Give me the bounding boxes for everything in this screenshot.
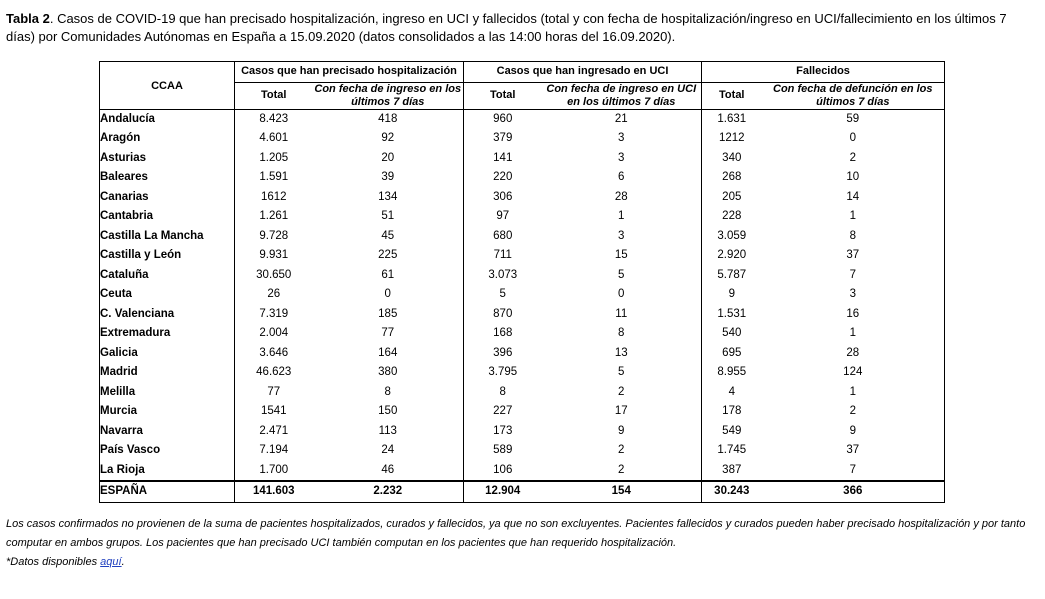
value-cell: 418	[378, 112, 398, 125]
value-cell: 20	[381, 151, 395, 164]
value-cell: 379	[464, 129, 542, 149]
subheader-uci-total: Total	[464, 82, 542, 109]
table-row	[100, 168, 945, 188]
value-cell: 2	[618, 444, 625, 456]
value-cell: 9	[618, 424, 625, 437]
value-cell: 46.623	[235, 363, 313, 383]
value-cell: 2.920	[702, 246, 762, 266]
total-row	[100, 481, 945, 503]
value-cell: 97	[464, 207, 542, 227]
table-caption	[6, 10, 1036, 46]
value-cell: 549	[702, 422, 762, 442]
table-row	[100, 285, 945, 305]
data-link[interactable]: aquí	[100, 556, 122, 568]
value-cell: 11	[615, 307, 628, 320]
subheader-fall-total: Total	[702, 82, 762, 109]
value-cell: 30.650	[235, 266, 313, 286]
table-row	[100, 383, 945, 403]
value-cell: 205	[702, 188, 762, 208]
value-cell: 306	[464, 188, 542, 208]
value-cell: 7.319	[235, 305, 313, 325]
value-cell: 2	[849, 405, 856, 417]
value-cell: 39	[381, 171, 395, 183]
value-cell: 28	[846, 346, 860, 359]
value-cell: 5	[618, 366, 625, 378]
value-cell: 695	[702, 344, 762, 364]
value-cell: 141	[464, 149, 542, 169]
ccaa-cell: Melilla	[100, 385, 136, 398]
value-cell: 164	[378, 346, 398, 359]
subheader-hosp-total: Total	[235, 82, 313, 109]
table-row	[100, 149, 945, 169]
value-cell: 9	[849, 424, 856, 437]
ccaa-cell: Castilla y León	[100, 249, 182, 261]
value-cell: 24	[381, 444, 395, 456]
value-cell: 14	[846, 190, 860, 203]
value-cell: 2	[618, 463, 625, 476]
table-row	[100, 363, 945, 383]
value-cell: 16	[846, 307, 860, 320]
value-cell: 228	[702, 207, 762, 227]
table-row	[100, 266, 945, 286]
ccaa-cell: Extremadura	[100, 327, 171, 339]
subheader-fall-7d: Con fecha de defunción en los últimos 7 días	[762, 82, 945, 109]
value-cell: 37	[846, 249, 860, 261]
value-cell: 2.232	[313, 481, 464, 503]
value-cell: 8.955	[702, 363, 762, 383]
table-row	[100, 109, 945, 129]
value-cell: 8	[464, 383, 542, 403]
value-cell: 113	[378, 424, 397, 437]
value-cell: 106	[464, 461, 542, 482]
group-header-hospitalizacion: Casos que han precisado hospitalización	[235, 62, 464, 83]
ccaa-cell: Ceuta	[100, 288, 132, 300]
value-cell: 13	[614, 346, 628, 359]
value-cell: 3.059	[702, 227, 762, 247]
value-cell: 3.073	[464, 266, 542, 286]
table-row	[100, 305, 945, 325]
ccaa-cell: Cantabria	[100, 210, 154, 222]
table-row	[100, 402, 945, 422]
value-cell: 8.423	[235, 109, 313, 129]
value-cell: 7	[849, 268, 856, 281]
value-cell: 51	[381, 210, 395, 222]
value-cell: 92	[381, 132, 395, 144]
value-cell: 0	[618, 288, 625, 300]
value-cell: 1.531	[702, 305, 762, 325]
value-cell: 1	[618, 210, 625, 222]
value-cell: 960	[464, 109, 542, 129]
value-cell: 8	[618, 327, 625, 339]
value-cell: 5	[618, 268, 625, 281]
value-cell: 1	[849, 210, 856, 222]
table-row	[100, 129, 945, 149]
value-cell: 134	[378, 190, 398, 203]
ccaa-cell: País Vasco	[100, 444, 161, 456]
ccaa-cell: Castilla La Mancha	[100, 229, 204, 242]
value-cell: 10	[846, 171, 860, 183]
value-cell: 21	[614, 112, 628, 125]
value-cell: 124	[843, 366, 863, 378]
value-cell: 2	[618, 385, 625, 398]
table-notes: Los casos confirmados no provienen de la suma de pacientes hospitalizados, curados y fallecidos, ya que no son excluyentes. Pacientes fallecidos y curados pueden haber precisado hospitalización y por tanto computar en ambos grupos. Los pacientes que han precisado UCI también computan en los pacientes que han requerido hospitalización.	[6, 518, 1026, 549]
value-cell: 141.603	[235, 481, 313, 503]
ccaa-cell: Baleares	[100, 171, 148, 183]
value-cell: 173	[464, 422, 542, 442]
value-cell: 28	[614, 190, 628, 203]
value-cell: 5.787	[702, 266, 762, 286]
caption-label: Tabla 2	[6, 11, 50, 26]
value-cell: 680	[464, 227, 542, 247]
ccaa-cell: Asturias	[100, 151, 147, 164]
footnote	[6, 556, 125, 568]
value-cell: 7.194	[235, 441, 313, 461]
value-cell: 185	[378, 307, 398, 320]
ccaa-cell: Galicia	[100, 346, 138, 359]
value-cell: 3.795	[464, 363, 542, 383]
table-body	[100, 109, 945, 503]
value-cell: 540	[702, 324, 762, 344]
value-cell: 387	[702, 461, 762, 482]
value-cell: 1	[849, 327, 856, 339]
table-row	[100, 461, 945, 482]
value-cell: 1212	[702, 129, 762, 149]
value-cell: 3	[849, 288, 856, 300]
value-cell: 380	[378, 366, 398, 378]
table-row	[100, 188, 945, 208]
value-cell: 1612	[235, 188, 313, 208]
ccaa-cell: ESPAÑA	[100, 481, 235, 503]
value-cell: 150	[378, 405, 398, 417]
table-row	[100, 422, 945, 442]
value-cell: 15	[614, 249, 628, 261]
value-cell: 3.646	[235, 344, 313, 364]
value-cell: 589	[464, 441, 542, 461]
table-row	[100, 324, 945, 344]
value-cell: 12.904	[464, 481, 542, 503]
value-cell: 3	[618, 229, 625, 242]
value-cell: 0	[384, 288, 391, 300]
value-cell: 6	[618, 171, 625, 183]
value-cell: 5	[464, 285, 542, 305]
value-cell: 4.601	[235, 129, 313, 149]
value-cell: 1541	[235, 402, 313, 422]
value-cell: 1.591	[235, 168, 313, 188]
value-cell: 30.243	[702, 481, 762, 503]
subheader-uci-7d: Con fecha de ingreso en UCI en los últimos 7 días	[542, 82, 702, 109]
value-cell: 268	[702, 168, 762, 188]
value-cell: 1.700	[235, 461, 313, 482]
value-cell: 45	[381, 229, 395, 242]
value-cell: 340	[702, 149, 762, 169]
value-cell: 1.205	[235, 149, 313, 169]
ccaa-cell: Murcia	[100, 405, 138, 417]
value-cell: 2	[849, 151, 856, 164]
ccaa-cell: Navarra	[100, 424, 143, 437]
ccaa-cell: Cataluña	[100, 268, 149, 281]
value-cell: 17	[614, 405, 628, 417]
value-cell: 178	[702, 402, 762, 422]
value-cell: 9.931	[235, 246, 313, 266]
value-cell: 711	[464, 246, 542, 266]
value-cell: 220	[464, 168, 542, 188]
value-cell: 168	[464, 324, 542, 344]
value-cell: 1.261	[235, 207, 313, 227]
value-cell: 870	[464, 305, 542, 325]
value-cell: 1.631	[702, 109, 762, 129]
value-cell: 8	[849, 229, 856, 242]
value-cell: 3	[618, 132, 625, 144]
ccaa-cell: Aragón	[100, 132, 141, 144]
value-cell: 77	[381, 327, 395, 339]
covid-table	[99, 61, 945, 503]
footnote-text: *Datos disponibles	[6, 556, 101, 568]
group-header-uci: Casos que han ingresado en UCI	[464, 62, 702, 83]
value-cell: 46	[381, 463, 395, 476]
value-cell: 59	[846, 112, 860, 125]
ccaa-cell: La Rioja	[100, 463, 145, 476]
value-cell: 2.004	[235, 324, 313, 344]
value-cell: 9	[702, 285, 762, 305]
group-header-fallecidos: Fallecidos	[702, 62, 945, 83]
value-cell: 37	[846, 444, 860, 456]
value-cell: 1	[849, 385, 856, 398]
value-cell: 7	[849, 463, 856, 476]
value-cell: 2.471	[235, 422, 313, 442]
value-cell: 396	[464, 344, 542, 364]
subheader-hosp-7d: Con fecha de ingreso en los últimos 7 días	[313, 82, 464, 109]
ccaa-cell: Canarias	[100, 190, 149, 203]
value-cell: 26	[235, 285, 313, 305]
ccaa-cell: Andalucía	[100, 112, 155, 125]
table-row	[100, 227, 945, 247]
value-cell: 225	[378, 249, 398, 261]
footnote-suffix: .	[121, 556, 125, 568]
table-row	[100, 246, 945, 266]
ccaa-cell: Madrid	[100, 366, 138, 378]
caption-text: . Casos de COVID-19 que han precisado hospitalización, ingreso en UCI y fallecidos (total y con fecha de hospitalización/ingreso en UCI/fallecimiento en los últimos 7 días) por Comunidades Autónomas en España a 15.09.2020 (datos consolidados a las 14:00 horas del 16.09.2020).	[6, 11, 1007, 44]
value-cell: 366	[762, 481, 945, 503]
value-cell: 4	[702, 383, 762, 403]
table-row	[100, 344, 945, 364]
value-cell: 61	[381, 268, 395, 281]
value-cell: 3	[618, 151, 625, 164]
ccaa-cell: C. Valenciana	[100, 307, 175, 320]
value-cell: 77	[235, 383, 313, 403]
value-cell: 227	[464, 402, 542, 422]
table-row	[100, 207, 945, 227]
value-cell: 0	[849, 132, 856, 144]
table-row	[100, 441, 945, 461]
value-cell: 154	[542, 481, 702, 503]
value-cell: 8	[384, 385, 391, 398]
value-cell: 1.745	[702, 441, 762, 461]
ccaa-header: CCAA	[100, 62, 235, 110]
value-cell: 9.728	[235, 227, 313, 247]
